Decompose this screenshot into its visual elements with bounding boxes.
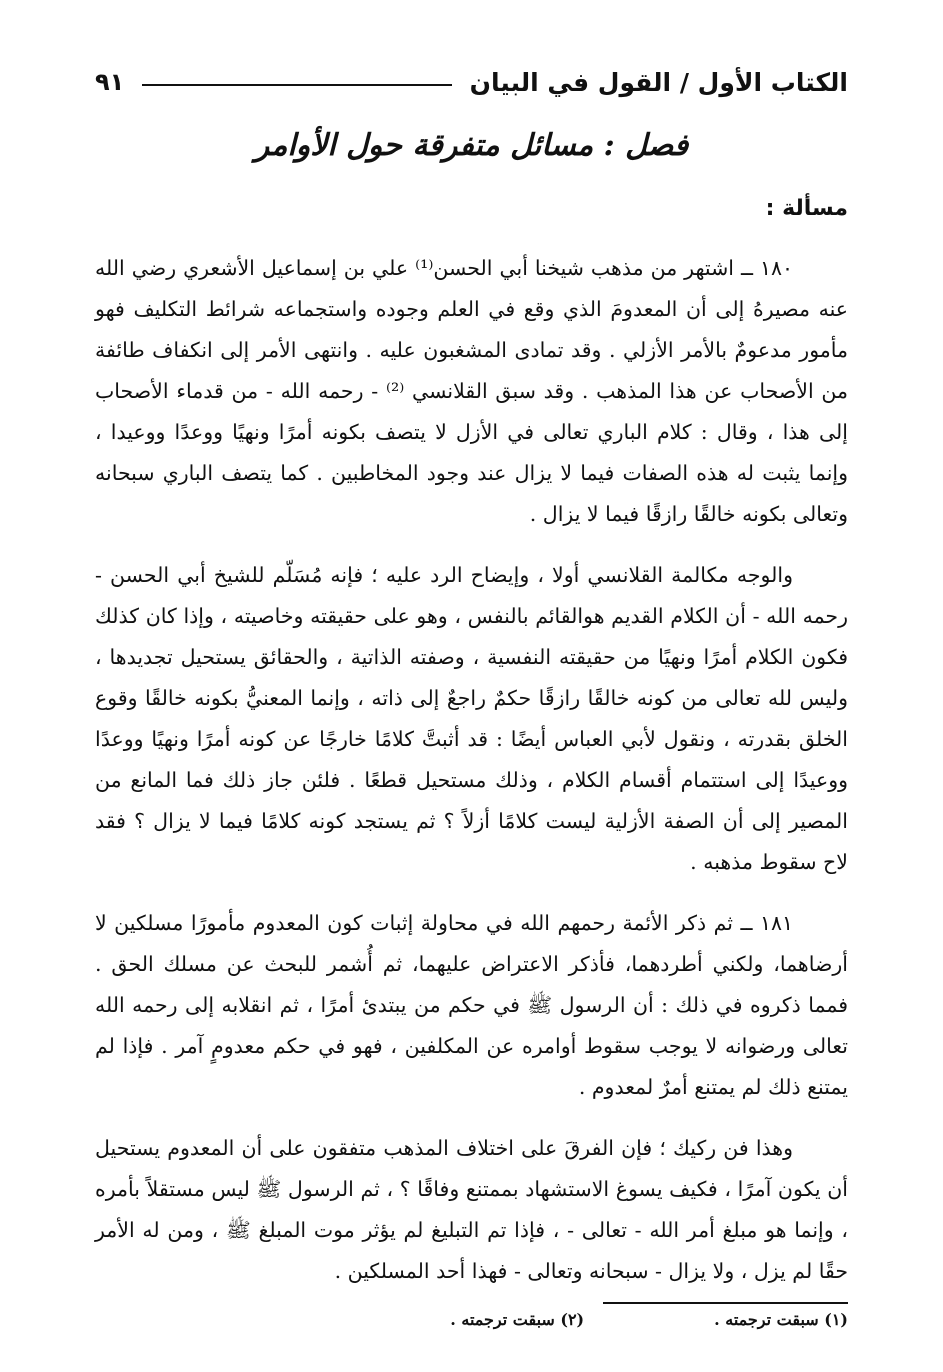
running-header-title: الكتاب الأول / القول في البيان [469,67,848,97]
paragraph-180: ١٨٠ ــ اشتهر من مذهب شيخنا أبي الحسن⁽¹⁾ علي بن إسماعيل الأشعري رضي الله عنه مصيرهُ إلى أن المعدومَ الذي وقع في العلم وجوده واستجماعه شرائط التكليف فهو مأمور مدعومٌ بالأمر الأزلي . وقد تمادى المشغبون عليه . وانتهى الأمر إلى انكفاف طائفة من الأصحاب عن هذا المذهب . وقد سبق القلانسي ⁽²⁾ - رحمه الله - من قدماء الأصحاب إلى هذا ، وقال : كلام الباري تعالى في الأزل لا يتصف بكونه أمرًا ونهيًا ووعدًا ووعيدا ، وإنما يثبت له هذه الصفات فيما لا يزال عند وجود المخاطبين . كما يتصف الباري سبحانه وتعالى بكونه خالقًا رازقًا فيما لا يزال . [95,256,848,526]
paragraph-181-continued: وهذا فن ركيك ؛ فإن الفرقَ على اختلاف المذهب متفقون على أن المعدوم يستحيل أن يكون آمرًا ، فكيف يسوغ الاستشهاد بممتنع وفاقًا ؟ ، ثم الرسول ﷺ ليس مستقلاً بأمره ، وإنما هو مبلغ أمر الله - تعالى - ، فإذا تم التبليغ لم يؤثر موت المبلغ ﷺ ، ومن له الأمر حقًا لم يزل ، ولا يزال - سبحانه وتعالى - فهذا أحد المسلكين . [95,1136,848,1283]
footnote-2: (٢) سبقت ترجمته . [450,1310,585,1329]
paragraph-180-continued: والوجه مكالمة القلانسي أولا ، وإيضاح الرد عليه ؛ فإنه مُسَلّم للشيخ أبي الحسن - رحمه الله - أن الكلام القديم هوالقائم بالنفس ، وهو على حقيقته وخاصيته ، وإذا كان كذلك فكون الكلام أمرًا ونهيًا من حقيقته النفسية ، وصفته الذاتية ، والحقائق يستحيل تجديدها ، وليس لله تعالى من كونه خالقًا رازقًا حكمٌ راجعٌ إلى ذاته ، وإنما المعنيُّ بكونه خالقًا وقوع الخلق بقدرته ، ونقول لأبي العباس أيضًا : قد أثبتَّ كلامًا خارجًا عن كونه أمرًا ونهيًا ووعدًا ووعيدًا إلى استتمام أقسام الكلام ، وذلك مستحيل قطعًا . فلئن جاز ذلك فما المانع من المصير إلى أن الصفة الأزلية ليست كلامًا أزلاً ؟ ثم يستجد كونه كلامًا فيما لا يزال ؟ فقد لاح سقوط مذهبه . [95,563,848,874]
page-number: ٩١ [95,68,125,96]
footnote-1: (١) سبقت ترجمته . [714,1310,848,1329]
subheading: مسألة : [765,196,848,221]
header-rule [142,84,451,86]
paragraph-181: ١٨١ ــ ثم ذكر الأئمة رحمهم الله في محاولة إثبات كون المعدوم مأمورًا مسلكين لا أرضاهما، ولكني أطردهما، فأذكر الاعتراض عليهما، ثم أُشمر للبحث عن مسلك الحق . فمما ذكروه في ذلك : أن الرسول ﷺ في حكم من يبتدئ أمرًا ، ثم انقلابه إلى رحمه الله تعالى ورضوانه لا يوجب سقوط أوامره عن المكلفين ، فهو في حكم معدومٍ آمر . فإذا لم يمتنع ذلك لم يمتنع أمرٌ لمعدوم . [95,911,848,1099]
footnote-rule [603,1302,848,1304]
running-header [95,62,848,102]
section-title: فصل : مسائل متفرقة حول الأوامر [254,128,689,163]
footnotes [95,1310,848,1329]
body-text [95,248,848,1312]
